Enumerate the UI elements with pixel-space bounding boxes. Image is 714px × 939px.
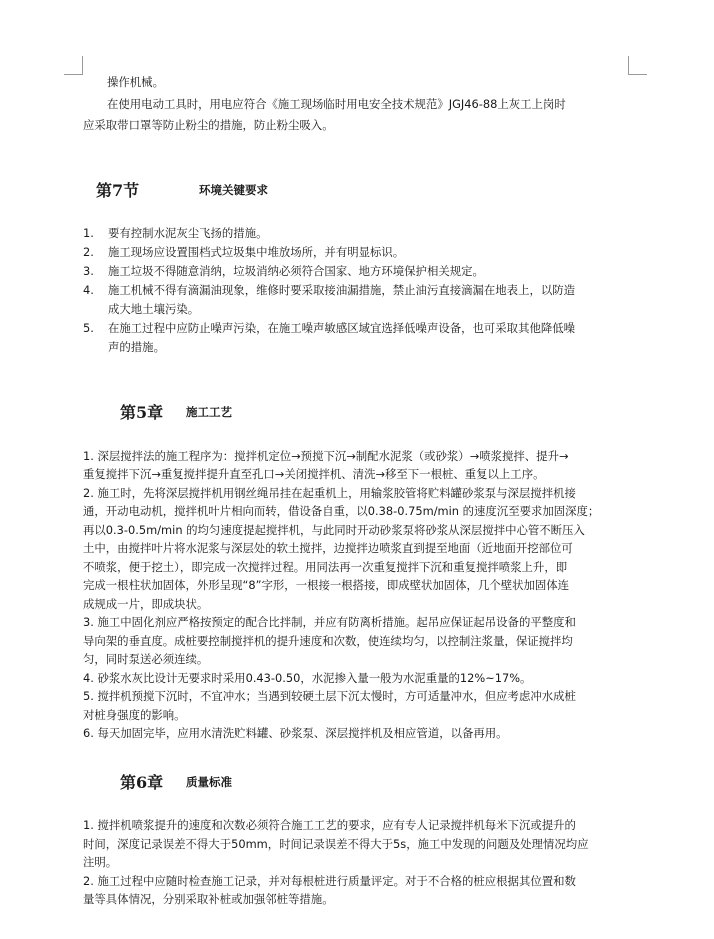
- crop-mark-top-right: [628, 56, 647, 75]
- intro-line-1: 操作机械。: [107, 75, 164, 89]
- chapter-6-title: 质量标准: [186, 775, 232, 789]
- paragraph-line: 不喷浆，便于挖土），即完成一次搅拌过程。用同法再一次重复搅拌下沉和重复搅拌喷浆上升，即: [83, 560, 568, 574]
- paragraph-line: 1. 搅拌机喷浆提升的速度和次数必须符合施工工艺的要求，应有专人记录搅拌机每米下沉或提升的: [83, 818, 576, 832]
- chapter-6-number: 第6章: [120, 773, 164, 792]
- paragraph-line: 3. 施工中固化剂应严格按预定的配合比拌制，并应有防离析措施。起吊应保证起吊设备的平整度和: [83, 615, 576, 629]
- paragraph-line: 时间，深度记录误差不得大于50mm，时间记录误差不得大于5s，施工中发现的问题及处理情况均应: [83, 837, 589, 851]
- paragraph-line: 5. 搅拌机预搅下沉时，不宜冲水；当遇到较硬土层下沉太慢时，方可适量冲水，但应考虑冲水成桩: [83, 689, 576, 703]
- paragraph-line: 6. 每天加固完毕，应用水清洗贮料罐、砂浆泵、深层搅拌机及相应管道，以备再用。: [83, 726, 508, 740]
- paragraph-line: 2. 施工时，先将深层搅拌机用钢丝绳吊挂在起重机上，用输浆胶管将贮料罐砂浆泵与深层搅拌机接: [83, 486, 576, 500]
- paragraph-line: 完成一根柱状加固体，外形呈现“8”字形，一根接一根搭接，即成壁状加固体，几个壁状加固体连: [83, 578, 570, 592]
- paragraph-line: 成规成一片，即成块状。: [83, 597, 209, 611]
- paragraph-line: 匀，同时泵送必须连续。: [83, 652, 209, 666]
- section-7-number: 第7节: [96, 181, 140, 200]
- paragraph-line: 再以0.3-0.5m/min 的均匀速度提起搅拌机，与此同时开动砂浆泵将砂浆从深层搅拌中心管不断压入: [83, 523, 585, 537]
- paragraph-line: 导向架的垂直度。成桩要控制搅拌机的提升速度和次数，使连续均匀，以控制注浆量，保证搅拌均: [83, 634, 573, 648]
- paragraph-line: 注明。: [83, 855, 118, 869]
- chapter-5-number: 第5章: [120, 403, 164, 422]
- section-7-title: 环境关键要求: [199, 183, 268, 197]
- paragraph-line: 2. 施工过程中应随时检查施工记录，并对每根桩进行质量评定。对于不合格的桩应根据其位置和数: [83, 874, 576, 888]
- crop-mark-top-left: [64, 56, 83, 75]
- paragraph-line: 1. 深层搅拌法的施工程序为：搅拌机定位→预搅下沉→制配水泥浆（或砂浆）→喷浆搅拌、提升→: [83, 449, 569, 463]
- intro-line-2: 在使用电动工具时，用电应符合《施工现场临时用电安全技术规范》JGJ46-88上灰工上岗时: [107, 97, 566, 111]
- paragraph-line: 重复搅拌下沉→重复搅拌提升直至孔口→关闭搅拌机、清洗→移至下一根桩、重复以上工序。: [83, 467, 545, 481]
- paragraph-line: 土中，由搅拌叶片将水泥浆与深层处的软土搅拌，边搅拌边喷浆直到提至地面（近地面开挖部位可: [83, 541, 573, 555]
- paragraph-line: 量等具体情况，分别采取补桩或加强邻桩等措施。: [83, 892, 334, 906]
- paragraph-line: 4. 砂浆水灰比设计无要求时采用0.43-0.50，水泥掺入量一般为水泥重量的12%~17%。: [83, 671, 532, 685]
- intro-line-3: 应采取带口罩等防止粉尘的措施，防止粉尘吸入。: [83, 118, 334, 132]
- paragraph-line: 通，开动电动机，搅拌机叶片相向而转，借设备自重，以0.38-0.75m/min 的速度沉至要求加固深度；: [83, 504, 600, 518]
- paragraph-line: 对桩身强度的影响。: [83, 708, 186, 722]
- chapter-5-title: 施工工艺: [186, 405, 232, 419]
